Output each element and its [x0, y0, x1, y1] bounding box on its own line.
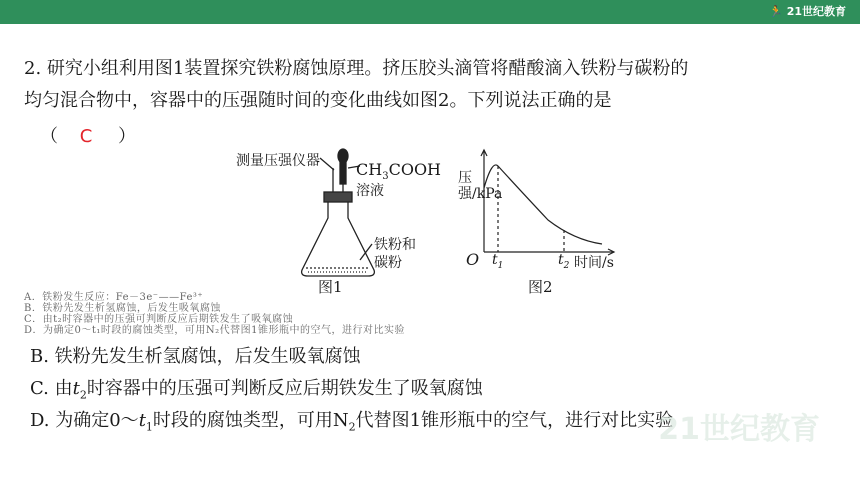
brand-logo: 🏃 21世纪教育 [769, 2, 846, 22]
answer-slot [40, 124, 136, 150]
t1-label: $t_1$ [492, 252, 504, 271]
faded-option-b: B．铁粉先发生析氢腐蚀，后发生吸氧腐蚀 [24, 303, 221, 314]
label-powder-2: 碳粉 [374, 255, 402, 271]
figure2-ylabel: 压强/kPa [458, 170, 503, 202]
answer-letter: C [79, 126, 93, 147]
figure2-xlabel: 时间/s [574, 255, 614, 271]
pressure-curve [484, 165, 602, 244]
faded-option-list [24, 292, 804, 336]
label-powder-1: 铁粉和 [374, 237, 416, 253]
figure2-caption: 图2 [528, 278, 553, 296]
option-b: B. 铁粉先发生析氢腐蚀，后发生吸氧腐蚀 [30, 346, 361, 367]
t2-label: $t_2$ [558, 252, 570, 271]
figure1-caption: 图1 [318, 278, 343, 296]
option-c: C. 由$t_2$时容器中的压强可判断反应后期铁发生了吸氧腐蚀 [30, 378, 483, 402]
label-solution: 溶液 [356, 183, 384, 199]
label-instrument: 测量压强仪器 [236, 153, 320, 169]
runner-icon: 🏃 [768, 5, 783, 18]
question-line-2: 均匀混合物中，容器中的压强随时间的变化曲线如图2。下列说法正确的是 [24, 90, 612, 111]
faded-option-d: D．为确定0～t₁时段的腐蚀类型，可用N₂代替图1锥形瓶中的空气，进行对比实验 [24, 325, 406, 336]
faded-option-c: C．由t₂时容器中的压强可判断反应后期铁发生了吸氧腐蚀 [24, 314, 294, 325]
label-reagent: $CH_3COOH$ [356, 160, 442, 183]
watermark-logo: 21世纪教育 [658, 412, 820, 447]
top-bar [0, 0, 860, 24]
paren-right: ） [118, 126, 137, 147]
origin-label: O [466, 250, 480, 269]
paren-left: （ [40, 126, 58, 147]
question-line-1: 2. 研究小组利用图1装置探究铁粉腐蚀原理。挤压胶头滴管将醋酸滴入铁粉与碳粉的 [24, 58, 689, 79]
faded-option-a: A．铁粉发生反应：Fe－3e⁻——Fe³⁺ [24, 292, 204, 303]
option-d: D. 为确定$0\sim t_1$时段的腐蚀类型，可用$N_2$代替图1锥形瓶中的空气，进行对比实验 [30, 410, 674, 434]
figure2-plot [478, 148, 618, 258]
